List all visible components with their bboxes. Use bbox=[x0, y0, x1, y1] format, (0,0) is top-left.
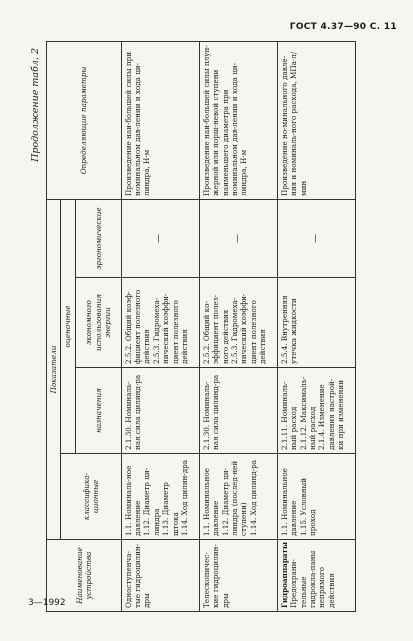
page-footer-code: 3—1992 bbox=[28, 598, 66, 608]
cell-device: Одноступенча-тые гидроцилин-дры bbox=[121, 540, 199, 612]
cell-line: 2.5.3. Гидромеха-нический коэффи-циент полезного действия bbox=[229, 293, 267, 364]
cell-line: Предохрани-тельные гидрокла-паны непрямого действия bbox=[289, 550, 336, 608]
cell-ergonomic: — bbox=[199, 199, 277, 277]
cell-line: 2.1.30. Номиналь-ная сила цилинд-ра bbox=[201, 374, 221, 450]
table-row bbox=[199, 41, 277, 611]
col-header-economic: экономного использования энергии bbox=[75, 278, 121, 368]
col-header-defined-params: Определяющие параметры bbox=[47, 41, 122, 199]
cell-purpose bbox=[121, 368, 199, 454]
cell-line: 2.1.30. Номиналь-ная сила цилинд-ра bbox=[123, 374, 143, 450]
cell-line: 1.1. Номинальное давление bbox=[201, 468, 221, 536]
col-header-ergonomic: эргономические bbox=[75, 199, 121, 277]
cell-line: 2.5.3. Гидромеха-нический коэффи-циент полезного действия bbox=[151, 293, 189, 364]
cell-ergonomic: — bbox=[121, 199, 199, 277]
cell-params: Произведение наи-большей силы плун-жерной или порш-невой ступени наименьшего диаметра при номинальном дав-лении и хода ци-линдра, Н·м bbox=[199, 41, 277, 199]
cell-line: 1.15. Условный проход bbox=[298, 477, 317, 536]
col-header-purpose: назначения bbox=[75, 368, 121, 454]
cell-economic bbox=[199, 278, 277, 368]
cell-line: 1.13. Диаметр штока bbox=[161, 482, 180, 536]
col-header-indicators: Показатели bbox=[47, 199, 61, 539]
cell-line: 2.1.4. Изменение давления настрой-ки при изменении bbox=[317, 378, 346, 450]
cell-line: 2.5.2. Общий ко-эффициент полез-ного действия bbox=[201, 294, 230, 364]
cell-economic bbox=[277, 278, 355, 368]
page-header-code: ГОСТ 4.37—90 С. 11 bbox=[289, 22, 397, 32]
col-header-evaluation: оценочные bbox=[61, 199, 75, 453]
cell-line: 1.14. Ход цилинд-ра bbox=[248, 459, 258, 536]
cell-purpose bbox=[277, 368, 355, 454]
table-caption: Продолжение табл. 2 bbox=[30, 48, 41, 162]
cell-line: 2.5.2. Общий коэф-фициент полезного действия bbox=[123, 289, 152, 364]
group-heading: Гидроаппараты bbox=[279, 541, 289, 608]
table-row bbox=[121, 41, 199, 611]
col-header-classification: классифика-ционные bbox=[61, 454, 121, 540]
cell-line: 1.12. Диаметр ци-линдра (послед-ней ступени) bbox=[220, 460, 249, 536]
cell-line: 1.14. Ход цилин-дра bbox=[179, 459, 189, 536]
cell-ergonomic: — bbox=[277, 199, 355, 277]
cell-params: Произведение но-минального давле-ния и номиналь-ного расхода, МПа·л/мин bbox=[277, 41, 355, 199]
cell-line: 2.1.12. Максималь-ный расход bbox=[298, 376, 317, 450]
rotated-table-block bbox=[30, 42, 360, 612]
cell-purpose bbox=[199, 368, 277, 454]
parameters-table bbox=[46, 41, 356, 612]
cell-line: 2.1.11. Номиналь-ный расход bbox=[279, 381, 299, 450]
cell-classification bbox=[121, 454, 199, 540]
cell-line: 1.1. Номинальное давление bbox=[279, 468, 299, 536]
cell-line: 2.5.4. Внутренняя утечка жидкости bbox=[279, 295, 299, 364]
cell-classification bbox=[277, 454, 355, 540]
cell-line: 1.1. Номиналь-ное давление bbox=[123, 465, 143, 536]
cell-params: Произведение наи-большей силы при номинальном дав-лении и хода ци-линдра, Н·м bbox=[121, 41, 199, 199]
col-header-device: Наименование устройства bbox=[47, 540, 122, 612]
cell-classification bbox=[199, 454, 277, 540]
cell-economic bbox=[121, 278, 199, 368]
table-row bbox=[277, 41, 355, 611]
cell-device: Телескопичес-кие гидроцилин-дры bbox=[199, 540, 277, 612]
cell-device bbox=[277, 540, 355, 612]
cell-line: 1.12. Диаметр ци-линдра bbox=[142, 467, 161, 536]
